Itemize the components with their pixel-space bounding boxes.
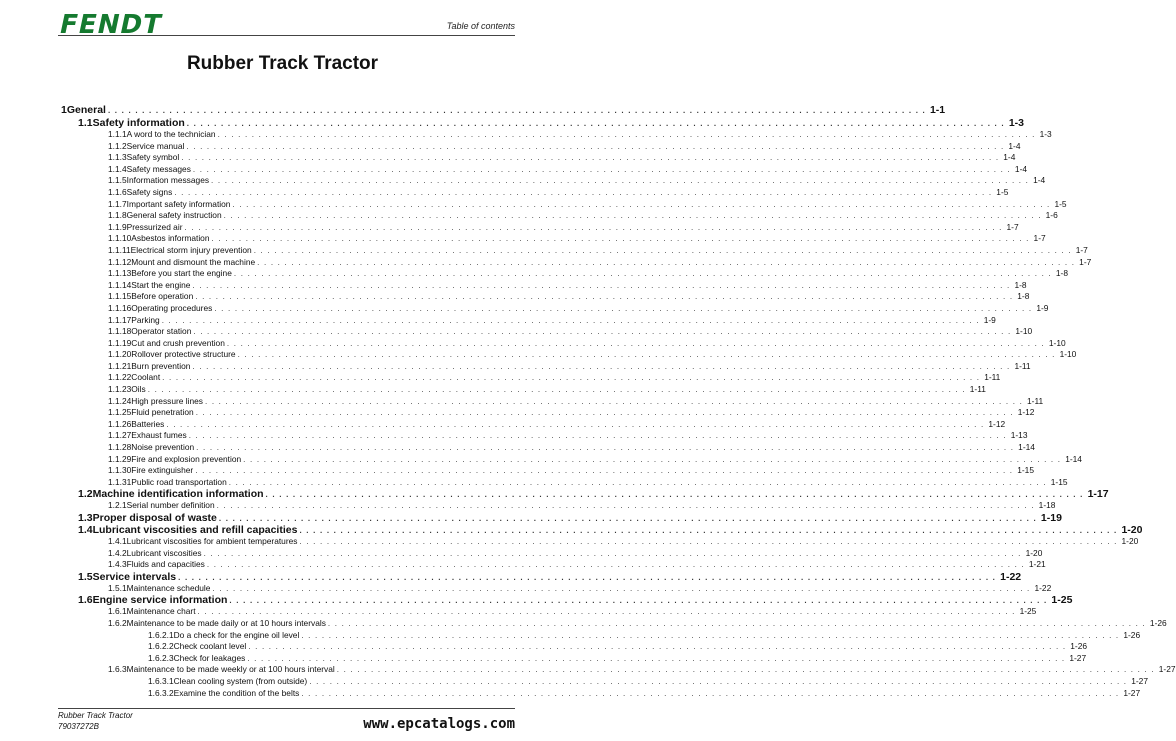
toc-leader-dots: . . . . . . . . . . . . . . . . . . . . . . . . . . . . . . . . . . . . . . . . . . . . . . . . . . . . . . . . . . . . . . . . . . . . . . . . . . . . . . . . . . . . . . . . . . . . . . . . . . . . . . . . . . . . . . . . . . . . . . . . [107,106,926,115]
toc-entry-page: 1-12 [1017,407,1035,418]
toc-leader-dots: . . . . . . . . . . . . . . . . . . . . . . . . . . . . . . . . . . . . . . . . . . . . . . . . . . . . . . . . . . . . . . . . . . . . . . . . . . . . . . . . . . . . . . . . . . . . . . . . . . . . . . . . . . . . . . . . . . . . . . . . [247,653,1066,663]
toc-entry-label: Clean cooling system (from outside) [173,675,308,686]
toc-entry-number: 1.1.11 [58,245,131,255]
toc-leader-dots: . . . . . . . . . . . . . . . . . . . . . . . . . . . . . . . . . . . . . . . . . . . . . . . . . . . . . . . . . . . . . . . . . . . . . . . . . . . . . . . . . . . . . . . . . . . . . . . . . . . . . . . . . . . . . . . . . . . . . . . . [166,419,985,429]
toc-entry-number: 1.1.28 [58,442,131,452]
toc-entry-number: 1.5 [58,571,93,583]
toc-entry-page: 1-3 [1039,129,1052,139]
toc-entry[interactable] [58,442,1035,454]
toc-leader-dots: . . . . . . . . . . . . . . . . . . . . . . . . . . . . . . . . . . . . . . . . . . . . . . . . . . . . . . . . . . . . . . . . . . . . . . . . . . . . . . . . . . . . . . . . . . . . . . . . . . . . . . . . . . . . . . . . . . . . . . . . [195,466,1014,476]
toc-entry[interactable] [58,372,1001,384]
toc-entry[interactable] [58,652,1087,665]
toc-entry-label: Machine identification information [92,488,264,501]
toc-entry-number: 1.6.3.1 [58,676,174,686]
table-of-contents [58,104,1176,699]
toc-entry-number: 1.6.2.2 [58,641,174,651]
toc-entry-page: 1-11 [1014,360,1031,371]
toc-entry-label: Maintenance to be made daily or at 10 hours intervals [126,617,326,628]
toc-entry-label: Mount and dismount the machine [131,256,256,267]
toc-entry-number: 1.1.17 [58,315,131,325]
toc-entry-label: Fluid penetration [131,407,194,418]
toc-entry-page: 1-26 [1070,641,1088,652]
footer-doc-number: 79037272B [58,722,99,731]
toc-entry[interactable] [58,152,1016,164]
toc-entry-label: Maintenance schedule [126,582,211,593]
toc-entry-page: 1-4 [1014,163,1028,174]
toc-entry[interactable] [58,384,986,396]
toc-entry[interactable] [58,488,1109,501]
toc-entry[interactable] [58,582,1052,595]
toc-entry-number: 1.6.1 [58,606,127,616]
toc-entry[interactable] [58,360,1031,373]
toc-entry[interactable] [58,395,1044,408]
toc-entry-page: 1-15 [1050,476,1068,487]
toc-entry-number: 1.6.3.2 [58,688,174,698]
toc-entry-label: Safety messages [126,163,191,174]
toc-entry-label: Batteries [131,418,165,429]
toc-entry-label: A word to the technician [126,129,216,139]
toc-entry-page: 1-22 [1034,582,1052,593]
toc-entry[interactable] [58,641,1088,653]
toc-entry[interactable] [58,104,946,117]
toc-leader-dots: . . . . . . . . . . . . . . . . . . . . . . . . . . . . . . . . . . . . . . . . . . . . . . . . . . . . . . . . . . . . . . . . . . . . . . . . . . . . . . . . . . . . . . . . . . . . . . . . . . . . . . . . . . . . . . . . . . . . . . . . [229,596,1048,606]
toc-leader-dots: . . . . . . . . . . . . . . . . . . . . . . . . . . . . . . . . . . . . . . . . . . . . . . . . . . . . . . . . . . . . . . . . . . . . . . . . . . . . . . . . . . . . . . . . . . . . . . . . . . . . . . . . . . . . . . . . . . . . . . . . [186,141,1005,151]
toc-entry-label: Lubricant viscosities for ambient temperatures [126,536,298,546]
toc-entry-label: Do a check for the engine oil level [173,629,300,640]
toc-leader-dots: . . . . . . . . . . . . . . . . . . . . . . . . . . . . . . . . . . . . . . . . . . . . . . . . . . . . . . . . . . . . . . . . . . . . . . . . . . . . . . . . . . . . . . . . . . . . . . . . . . . . . . . . . . . . . . . . . . . . . . . . [257,257,1076,267]
toc-entry-label: Fluids and capacities [126,559,205,570]
toc-entry[interactable] [58,186,1009,199]
toc-entry-page: 1-25 [1051,594,1073,607]
toc-entry-number: 1.1.21 [58,361,131,371]
toc-entry-number: 1.1.24 [58,396,131,406]
toc-entry-label: Public road transportation [131,476,227,487]
toc-entry-number: 1 [58,104,67,116]
footer-doc-title: Rubber Track Tractor [58,711,133,720]
toc-entry-number: 1.4.1 [58,536,127,546]
toc-leader-dots: . . . . . . . . . . . . . . . . . . . . . . . . . . . . . . . . . . . . . . . . . . . . . . . . . . . . . . . . . . . . . . . . . . . . . . . . . . . . . . . . . . . . . . . . . . . . . . . . . . . . . . . . . . . . . . . . . . . . . . . . [192,361,1011,371]
toc-entry[interactable] [58,198,1067,211]
toc-entry-label: Lubricant viscosities and refill capacities [92,524,298,536]
toc-entry-number: 1.1.23 [58,384,131,394]
toc-entry-label: Coolant [131,372,161,383]
toc-entry-page: 1-14 [1065,453,1082,464]
toc-entry[interactable] [58,524,1143,536]
toc-entry-label: Operating procedures [131,302,213,313]
toc-entry-number: 1.1.10 [58,233,131,243]
toc-entry-page: 1-1 [929,104,946,116]
toc-entry-number: 1.1.20 [58,349,131,359]
toc-entry[interactable] [58,407,1035,419]
toc-entry-page: 1-27 [1123,687,1141,698]
toc-entry[interactable] [58,337,1066,350]
toc-entry-page: 1-13 [1010,430,1028,441]
toc-leader-dots: . . . . . . . . . . . . . . . . . . . . . . . . . . . . . . . . . . . . . . . . . . . . . . . . . . . . . . . . . . . . . . . . . . . . . . . . . . . . . . . . . . . . . . . . . . . . . . . . . . . . . . . . . . . . . . . . . . . . . . . . [216,501,1035,511]
toc-entry[interactable] [58,349,1077,361]
toc-leader-dots: . . . . . . . . . . . . . . . . . . . . . . . . . . . . . . . . . . . . . . . . . . . . . . . . . . . . . . . . . . . . . . . . . . . . . . . . . . . . . . . . . . . . . . . . . . . . . . . . . . . . . . . . . . . . . . . . . . . . . . . . [228,477,1047,487]
toc-entry-number: 1.1.15 [58,291,131,301]
fendt-logo: FENDT [56,10,165,40]
toc-leader-dots: . . . . . . . . . . . . . . . . . . . . . . . . . . . . . . . . . . . . . . . . . . . . . . . . . . . . . . . . . . . . . . . . . . . . . . . . . . . . . . . . . . . . . . . . . . . . . . . . . . . . . . . . . . . . . . . . . . . . . . . . [232,199,1051,209]
toc-entry[interactable] [58,256,1092,269]
toc-entry-label: Before you start the engine [131,268,232,279]
toc-entry-page: 1-8 [1017,291,1030,302]
toc-entry-page: 1-8 [1055,268,1068,279]
toc-entry-label: Before operation [131,291,194,302]
toc-leader-dots: . . . . . . . . . . . . . . . . . . . . . . . . . . . . . . . . . . . . . . . . . . . . . . . . . . . . . . . . . . . . . . . . . . . . . . . . . . . . . . . . . . . . . . . . . . . . . . . . . . . . . . . . . . . . . . . . . . . . . . . . [223,211,1042,221]
toc-entry-page: 1-10 [1015,326,1033,337]
toc-entry-number: 1.1.3 [58,152,127,162]
toc-entry-page: 1-11 [984,372,1001,383]
toc-entry-number: 1.1.22 [58,372,131,382]
toc-entry-page: 1-15 [1017,465,1034,476]
toc-entry-page: 1-4 [1003,152,1016,163]
toc-leader-dots: . . . . . . . . . . . . . . . . . . . . . . . . . . . . . . . . . . . . . . . . . . . . . . . . . . . . . . . . . . . . . . . . . . . . . . . . . . . . . . . . . . . . . . . . . . . . . . . . . . . . . . . . . . . . . . . . . . . . . . . . [147,385,966,395]
toc-leader-dots: . . . . . . . . . . . . . . . . . . . . . . . . . . . . . . . . . . . . . . . . . . . . . . . . . . . . . . . . . . . . . . . . . . . . . . . . . . . . . . . . . . . . . . . . . . . . . . . . . . . . . . . . . . . . . . . . . . . . . . . . [195,408,1014,418]
toc-entry-page: 1-12 [988,418,1006,429]
toc-entry-number: 1.1.29 [58,454,131,464]
toc-entry[interactable] [58,629,1141,642]
toc-entry-number: 1.6.2.3 [58,653,174,663]
toc-entry[interactable] [58,664,1176,676]
toc-entry-label: Check coolant level [173,641,247,652]
toc-entry-label: Asbestos information [131,233,210,244]
toc-entry-label: Fire and explosion prevention [131,453,242,464]
toc-leader-dots: . . . . . . . . . . . . . . . . . . . . . . . . . . . . . . . . . . . . . . . . . . . . . . . . . . . . . . . . . . . . . . . . . . . . . . . . . . . . . . . . . . . . . . . . . . . . . . . . . . . . . . . . . . . . . . . . . . . . . . . . [188,431,1007,441]
toc-entry-page: 1-20 [1121,524,1143,536]
toc-entry[interactable] [58,536,1139,548]
toc-leader-dots: . . . . . . . . . . . . . . . . . . . . . . . . . . . . . . . . . . . . . . . . . . . . . . . . . . . . . . . . . . . . . . . . . . . . . . . . . . . . . . . . . . . . . . . . . . . . . . . . . . . . . . . . . . . . . . . . . . . . . . . . [161,315,980,325]
toc-entry-number: 1.1.9 [58,222,127,232]
toc-entry-page: 1-17 [1087,488,1109,501]
toc-entry-page: 1-22 [1000,570,1022,583]
toc-leader-dots: . . . . . . . . . . . . . . . . . . . . . . . . . . . . . . . . . . . . . . . . . . . . . . . . . . . . . . . . . . . . . . . . . . . . . . . . . . . . . . . . . . . . . . . . . . . . . . . . . . . . . . . . . . . . . . . . . . . . . . . . [214,303,1033,313]
toc-entry-label: Cut and crush prevention [131,337,225,348]
toc-entry-number: 1.4.3 [58,559,127,569]
toc-leader-dots: . . . . . . . . . . . . . . . . . . . . . . . . . . . . . . . . . . . . . . . . . . . . . . . . . . . . . . . . . . . . . . . . . . . . . . . . . . . . . . . . . . . . . . . . . . . . . . . . . . . . . . . . . . . . . . . . . . . . . . . . [195,292,1014,302]
toc-entry-number: 1.1.31 [58,477,131,487]
toc-entry[interactable] [58,559,1046,571]
toc-entry[interactable] [58,279,1027,292]
toc-entry[interactable] [58,302,1049,315]
toc-entry-label: General safety instruction [126,210,222,221]
toc-entry[interactable] [58,476,1068,489]
toc-entry[interactable] [58,617,1167,630]
section-label: Table of contents [446,21,515,31]
toc-entry-page: 1-10 [1059,349,1077,360]
toc-entry-label: Information messages [126,175,210,186]
toc-leader-dots: . . . . . . . . . . . . . . . . . . . . . . . . . . . . . . . . . . . . . . . . . . . . . . . . . . . . . . . . . . . . . . . . . . . . . . . . . . . . . . . . . . . . . . . . . . . . . . . . . . . . . . . . . . . . . . . . . . . . . . . . [196,443,1015,453]
toc-entry-label: Operator station [131,326,192,337]
toc-entry-page: 1-20 [1025,547,1043,558]
toc-entry-label: Pressurized air [126,221,183,232]
toc-entry-label: Noise prevention [131,442,195,453]
toc-entry-label: Lubricant viscosities [126,547,202,558]
toc-entry-number: 1.1.14 [58,280,131,290]
toc-leader-dots: . . . . . . . . . . . . . . . . . . . . . . . . . . . . . . . . . . . . . . . . . . . . . . . . . . . . . . . . . . . . . . . . . . . . . . . . . . . . . . . . . . . . . . . . . . . . . . . . . . . . . . . . . . . . . . . . . . . . . . . . [299,526,1118,535]
toc-entry-number: 1.4 [58,524,93,536]
toc-entry-page: 1-26 [1123,629,1141,640]
toc-entry-label: Examine the condition of the belts [173,687,300,698]
toc-entry-label: Fire extinguisher [131,465,194,476]
toc-entry-number: 1.1.6 [58,187,127,197]
toc-leader-dots: . . . . . . . . . . . . . . . . . . . . . . . . . . . . . . . . . . . . . . . . . . . . . . . . . . . . . . . . . . . . . . . . . . . . . . . . . . . . . . . . . . . . . . . . . . . . . . . . . . . . . . . . . . . . . . . . . . . . . . . . [197,607,1016,617]
toc-entry[interactable] [58,418,1006,431]
toc-entry-number: 1.3 [58,512,93,524]
toc-leader-dots: . . . . . . . . . . . . . . . . . . . . . . . . . . . . . . . . . . . . . . . . . . . . . . . . . . . . . . . . . . . . . . . . . . . . . . . . . . . . . . . . . . . . . . . . . . . . . . . . . . . . . . . . . . . . . . . . . . . . . . . . [206,560,1025,570]
toc-entry-page: 1-3 [1008,117,1024,129]
toc-entry[interactable] [58,675,1148,688]
toc-entry[interactable] [58,268,1068,280]
toc-entry-page: 1-5 [1054,198,1067,209]
toc-entry[interactable] [58,570,1022,583]
toc-entry-label: Service intervals [92,570,177,583]
toc-entry-label: Safety signs [126,186,173,197]
toc-entry[interactable] [58,129,1052,141]
toc-entry-page: 1-27 [1131,675,1148,686]
toc-entry-label: General [66,104,106,116]
toc-entry-page: 1-25 [1019,606,1037,617]
toc-entry-number: 1.1.26 [58,419,131,429]
toc-leader-dots: . . . . . . . . . . . . . . . . . . . . . . . . . . . . . . . . . . . . . . . . . . . . . . . . . . . . . . . . . . . . . . . . . . . . . . . . . . . . . . . . . . . . . . . . . . . . . . . . . . . . . . . . . . . . . . . . . . . . . . . . [203,548,1022,558]
toc-entry-page: 1-7 [1006,221,1019,232]
toc-entry-page: 1-19 [1040,512,1062,524]
toc-entry[interactable] [58,233,1046,245]
toc-entry-number: 1.2.1 [58,500,127,510]
toc-entry-page: 1-10 [1048,337,1066,348]
toc-entry-number: 1.1 [58,117,93,129]
toc-entry-label: Important safety information [126,198,231,209]
header-divider [58,35,515,36]
toc-entry[interactable] [58,244,1088,257]
toc-entry-page: 1-8 [1014,279,1027,290]
toc-entry-page: 1-6 [1045,210,1058,221]
toc-entry-label: Start the engine [131,279,191,290]
toc-entry-number: 1.1.5 [58,175,127,185]
toc-entry-label: Burn prevention [131,360,191,371]
toc-leader-dots: . . . . . . . . . . . . . . . . . . . . . . . . . . . . . . . . . . . . . . . . . . . . . . . . . . . . . . . . . . . . . . . . . . . . . . . . . . . . . . . . . . . . . . . . . . . . . . . . . . . . . . . . . . . . . . . . . . . . . . . . [211,176,1030,186]
toc-entry-page: 1-27 [1069,652,1087,663]
toc-leader-dots: . . . . . . . . . . . . . . . . . . . . . . . . . . . . . . . . . . . . . . . . . . . . . . . . . . . . . . . . . . . . . . . . . . . . . . . . . . . . . . . . . . . . . . . . . . . . . . . . . . . . . . . . . . . . . . . . . . . . . . . . [192,164,1011,174]
toc-entry-number: 1.1.1 [58,129,127,139]
toc-entry-page: 1-26 [1149,617,1167,628]
toc-entry-number: 1.6 [58,594,93,606]
toc-entry-number: 1.6.2 [58,618,127,628]
toc-leader-dots: . . . . . . . . . . . . . . . . . . . . . . . . . . . . . . . . . . . . . . . . . . . . . . . . . . . . . . . . . . . . . . . . . . . . . . . . . . . . . . . . . . . . . . . . . . . . . . . . . . . . . . . . . . . . . . . . . . . . . . . . [184,222,1003,232]
toc-entry-label: Check for leakages [173,652,246,663]
toc-entry-label: Maintenance chart [126,606,196,617]
toc-entry-number: 1.1.19 [58,338,131,348]
toc-entry-number: 1.1.18 [58,326,131,336]
toc-entry-number: 1.2 [58,488,93,500]
toc-entry-page: 1-7 [1033,233,1046,244]
toc-entry-page: 1-4 [1033,175,1046,186]
toc-entry-number: 1.1.27 [58,430,131,440]
toc-entry[interactable] [58,326,1033,338]
toc-entry[interactable] [58,687,1141,700]
toc-leader-dots: . . . . . . . . . . . . . . . . . . . . . . . . . . . . . . . . . . . . . . . . . . . . . . . . . . . . . . . . . . . . . . . . . . . . . . . . . . . . . . . . . . . . . . . . . . . . . . . . . . . . . . . . . . . . . . . . . . . . . . . . [211,234,1030,244]
toc-entry-label: Maintenance to be made weekly or at 100 hours interval [126,664,335,675]
watermark-url: www.epcatalogs.com [363,716,515,732]
toc-entry-page: 1-20 [1121,536,1139,546]
toc-leader-dots: . . . . . . . . . . . . . . . . . . . . . . . . . . . . . . . . . . . . . . . . . . . . . . . . . . . . . . . . . . . . . . . . . . . . . . . . . . . . . . . . . . . . . . . . . . . . . . . . . . . . . . . . . . . . . . . . . . . . . . . . [253,245,1072,255]
toc-entry-label: Safety information [92,117,185,129]
toc-leader-dots: . . . . . . . . . . . . . . . . . . . . . . . . . . . . . . . . . . . . . . . . . . . . . . . . . . . . . . . . . . . . . . . . . . . . . . . . . . . . . . . . . . . . . . . . . . . . . . . . . . . . . . . . . . . . . . . . . . . . . . . . [309,676,1128,686]
toc-entry-number: 1.1.13 [58,268,131,278]
toc-entry-number: 1.1.8 [58,210,127,220]
toc-leader-dots: . . . . . . . . . . . . . . . . . . . . . . . . . . . . . . . . . . . . . . . . . . . . . . . . . . . . . . . . . . . . . . . . . . . . . . . . . . . . . . . . . . . . . . . . . . . . . . . . . . . . . . . . . . . . . . . . . . . . . . . . [218,514,1037,523]
toc-leader-dots: . . . . . . . . . . . . . . . . . . . . . . . . . . . . . . . . . . . . . . . . . . . . . . . . . . . . . . . . . . . . . . . . . . . . . . . . . . . . . . . . . . . . . . . . . . . . . . . . . . . . . . . . . . . . . . . . . . . . . . . . [265,490,1084,500]
toc-leader-dots: . . . . . . . . . . . . . . . . . . . . . . . . . . . . . . . . . . . . . . . . . . . . . . . . . . . . . . . . . . . . . . . . . . . . . . . . . . . . . . . . . . . . . . . . . . . . . . . . . . . . . . . . . . . . . . . . . . . . . . . . [233,269,1052,279]
toc-leader-dots: . . . . . . . . . . . . . . . . . . . . . . . . . . . . . . . . . . . . . . . . . . . . . . . . . . . . . . . . . . . . . . . . . . . . . . . . . . . . . . . . . . . . . . . . . . . . . . . . . . . . . . . . . . . . . . . . . . . . . . . . [174,187,993,197]
toc-leader-dots: . . . . . . . . . . . . . . . . . . . . . . . . . . . . . . . . . . . . . . . . . . . . . . . . . . . . . . . . . . . . . . . . . . . . . . . . . . . . . . . . . . . . . . . . . . . . . . . . . . . . . . . . . . . . . . . . . . . . . . . . [212,583,1031,593]
toc-leader-dots: . . . . . . . . . . . . . . . . . . . . . . . . . . . . . . . . . . . . . . . . . . . . . . . . . . . . . . . . . . . . . . . . . . . . . . . . . . . . . . . . . . . . . . . . . . . . . . . . . . . . . . . . . . . . . . . . . . . . . . . . [217,130,1036,139]
toc-leader-dots: . . . . . . . . . . . . . . . . . . . . . . . . . . . . . . . . . . . . . . . . . . . . . . . . . . . . . . . . . . . . . . . . . . . . . . . . . . . . . . . . . . . . . . . . . . . . . . . . . . . . . . . . . . . . . . . . . . . . . . . . [336,665,1155,675]
toc-entry-page: 1-11 [969,384,986,395]
toc-entry[interactable] [58,291,1030,303]
toc-entry[interactable] [58,430,1028,442]
toc-entry[interactable] [58,175,1046,187]
toc-entry-number: 1.1.7 [58,199,127,209]
toc-entry-number: 1.1.25 [58,407,131,417]
toc-entry[interactable] [58,500,1056,512]
toc-entry-label: Engine service information [92,594,228,607]
toc-entry-number: 1.1.12 [58,257,131,267]
toc-entry-label: Oils [131,384,146,395]
page-title: Rubber Track Tractor [186,53,379,74]
toc-leader-dots: . . . . . . . . . . . . . . . . . . . . . . . . . . . . . . . . . . . . . . . . . . . . . . . . . . . . . . . . . . . . . . . . . . . . . . . . . . . . . . . . . . . . . . . . . . . . . . . . . . . . . . . . . . . . . . . . . . . . . . . . [237,350,1056,360]
toc-leader-dots: . . . . . . . . . . . . . . . . . . . . . . . . . . . . . . . . . . . . . . . . . . . . . . . . . . . . . . . . . . . . . . . . . . . . . . . . . . . . . . . . . . . . . . . . . . . . . . . . . . . . . . . . . . . . . . . . . . . . . . . . [178,572,997,582]
toc-entry-page: 1-7 [1079,256,1092,267]
toc-leader-dots: . . . . . . . . . . . . . . . . . . . . . . . . . . . . . . . . . . . . . . . . . . . . . . . . . . . . . . . . . . . . . . . . . . . . . . . . . . . . . . . . . . . . . . . . . . . . . . . . . . . . . . . . . . . . . . . . . . . . . . . . [248,642,1067,652]
toc-entry[interactable] [58,512,1062,524]
toc-entry-number: 1.1.16 [58,303,131,313]
toc-entry[interactable] [58,314,996,327]
toc-entry[interactable] [58,210,1058,222]
toc-entry-label: Safety symbol [126,152,180,163]
toc-leader-dots: . . . . . . . . . . . . . . . . . . . . . . . . . . . . . . . . . . . . . . . . . . . . . . . . . . . . . . . . . . . . . . . . . . . . . . . . . . . . . . . . . . . . . . . . . . . . . . . . . . . . . . . . . . . . . . . . . . . . . . . . [299,537,1118,546]
footer-divider [58,708,515,709]
toc-entry-number: 1.5.1 [58,583,127,593]
toc-entry-page: 1-9 [983,314,996,325]
toc-entry-page: 1-27 [1158,664,1176,675]
toc-entry-page: 1-11 [1027,395,1044,406]
toc-entry-label: Rollover protective structure [131,349,236,360]
toc-entry-label: Service manual [126,140,185,151]
toc-entry[interactable] [58,163,1028,176]
toc-entry[interactable] [58,453,1082,466]
toc-entry[interactable] [58,547,1043,560]
toc-entry-label: Serial number definition [126,500,215,511]
toc-leader-dots: . . . . . . . . . . . . . . . . . . . . . . . . . . . . . . . . . . . . . . . . . . . . . . . . . . . . . . . . . . . . . . . . . . . . . . . . . . . . . . . . . . . . . . . . . . . . . . . . . . . . . . . . . . . . . . . . . . . . . . . . [327,618,1146,628]
toc-entry-page: 1-18 [1038,500,1056,511]
toc-entry[interactable] [58,117,1024,129]
toc-entry-page: 1-5 [996,186,1009,197]
toc-leader-dots: . . . . . . . . . . . . . . . . . . . . . . . . . . . . . . . . . . . . . . . . . . . . . . . . . . . . . . . . . . . . . . . . . . . . . . . . . . . . . . . . . . . . . . . . . . . . . . . . . . . . . . . . . . . . . . . . . . . . . . . . [301,688,1120,698]
toc-leader-dots: . . . . . . . . . . . . . . . . . . . . . . . . . . . . . . . . . . . . . . . . . . . . . . . . . . . . . . . . . . . . . . . . . . . . . . . . . . . . . . . . . . . . . . . . . . . . . . . . . . . . . . . . . . . . . . . . . . . . . . . . [193,327,1012,337]
toc-entry-number: 1.4.2 [58,548,127,558]
toc-entry-number: 1.6.3 [58,664,127,674]
toc-entry-number: 1.1.2 [58,141,127,151]
toc-entry[interactable] [58,465,1034,477]
toc-entry-label: High pressure lines [131,395,203,406]
toc-entry-page: 1-7 [1075,244,1088,255]
toc-entry-page: 1-21 [1028,559,1046,570]
toc-leader-dots: . . . . . . . . . . . . . . . . . . . . . . . . . . . . . . . . . . . . . . . . . . . . . . . . . . . . . . . . . . . . . . . . . . . . . . . . . . . . . . . . . . . . . . . . . . . . . . . . . . . . . . . . . . . . . . . . . . . . . . . . [204,396,1023,406]
toc-entry-number: 1.6.2.1 [58,630,174,640]
toc-entry-number: 1.1.30 [58,465,131,475]
toc-entry[interactable] [58,606,1037,618]
toc-entry-label: Parking [131,314,160,325]
toc-entry-label: Electrical storm injury prevention [130,244,252,255]
toc-leader-dots: . . . . . . . . . . . . . . . . . . . . . . . . . . . . . . . . . . . . . . . . . . . . . . . . . . . . . . . . . . . . . . . . . . . . . . . . . . . . . . . . . . . . . . . . . . . . . . . . . . . . . . . . . . . . . . . . . . . . . . . . [226,338,1045,348]
toc-entry[interactable] [58,221,1019,234]
toc-entry-number: 1.1.4 [58,164,127,174]
toc-entry-page: 1-14 [1018,442,1035,453]
toc-entry-page: 1-9 [1036,302,1049,313]
toc-entry[interactable] [58,594,1073,607]
toc-entry-label: Proper disposal of waste [92,512,217,524]
toc-entry-page: 1-4 [1008,140,1021,151]
toc-leader-dots: . . . . . . . . . . . . . . . . . . . . . . . . . . . . . . . . . . . . . . . . . . . . . . . . . . . . . . . . . . . . . . . . . . . . . . . . . . . . . . . . . . . . . . . . . . . . . . . . . . . . . . . . . . . . . . . . . . . . . . . . [301,630,1120,640]
toc-leader-dots: . . . . . . . . . . . . . . . . . . . . . . . . . . . . . . . . . . . . . . . . . . . . . . . . . . . . . . . . . . . . . . . . . . . . . . . . . . . . . . . . . . . . . . . . . . . . . . . . . . . . . . . . . . . . . . . . . . . . . . . . [243,454,1062,464]
toc-leader-dots: . . . . . . . . . . . . . . . . . . . . . . . . . . . . . . . . . . . . . . . . . . . . . . . . . . . . . . . . . . . . . . . . . . . . . . . . . . . . . . . . . . . . . . . . . . . . . . . . . . . . . . . . . . . . . . . . . . . . . . . . [186,119,1005,128]
toc-leader-dots: . . . . . . . . . . . . . . . . . . . . . . . . . . . . . . . . . . . . . . . . . . . . . . . . . . . . . . . . . . . . . . . . . . . . . . . . . . . . . . . . . . . . . . . . . . . . . . . . . . . . . . . . . . . . . . . . . . . . . . . . [181,153,1000,163]
toc-entry-label: Exhaust fumes [131,430,187,441]
toc-leader-dots: . . . . . . . . . . . . . . . . . . . . . . . . . . . . . . . . . . . . . . . . . . . . . . . . . . . . . . . . . . . . . . . . . . . . . . . . . . . . . . . . . . . . . . . . . . . . . . . . . . . . . . . . . . . . . . . . . . . . . . . . [162,373,981,383]
toc-entry[interactable] [58,140,1021,153]
toc-leader-dots: . . . . . . . . . . . . . . . . . . . . . . . . . . . . . . . . . . . . . . . . . . . . . . . . . . . . . . . . . . . . . . . . . . . . . . . . . . . . . . . . . . . . . . . . . . . . . . . . . . . . . . . . . . . . . . . . . . . . . . . . [192,280,1011,290]
